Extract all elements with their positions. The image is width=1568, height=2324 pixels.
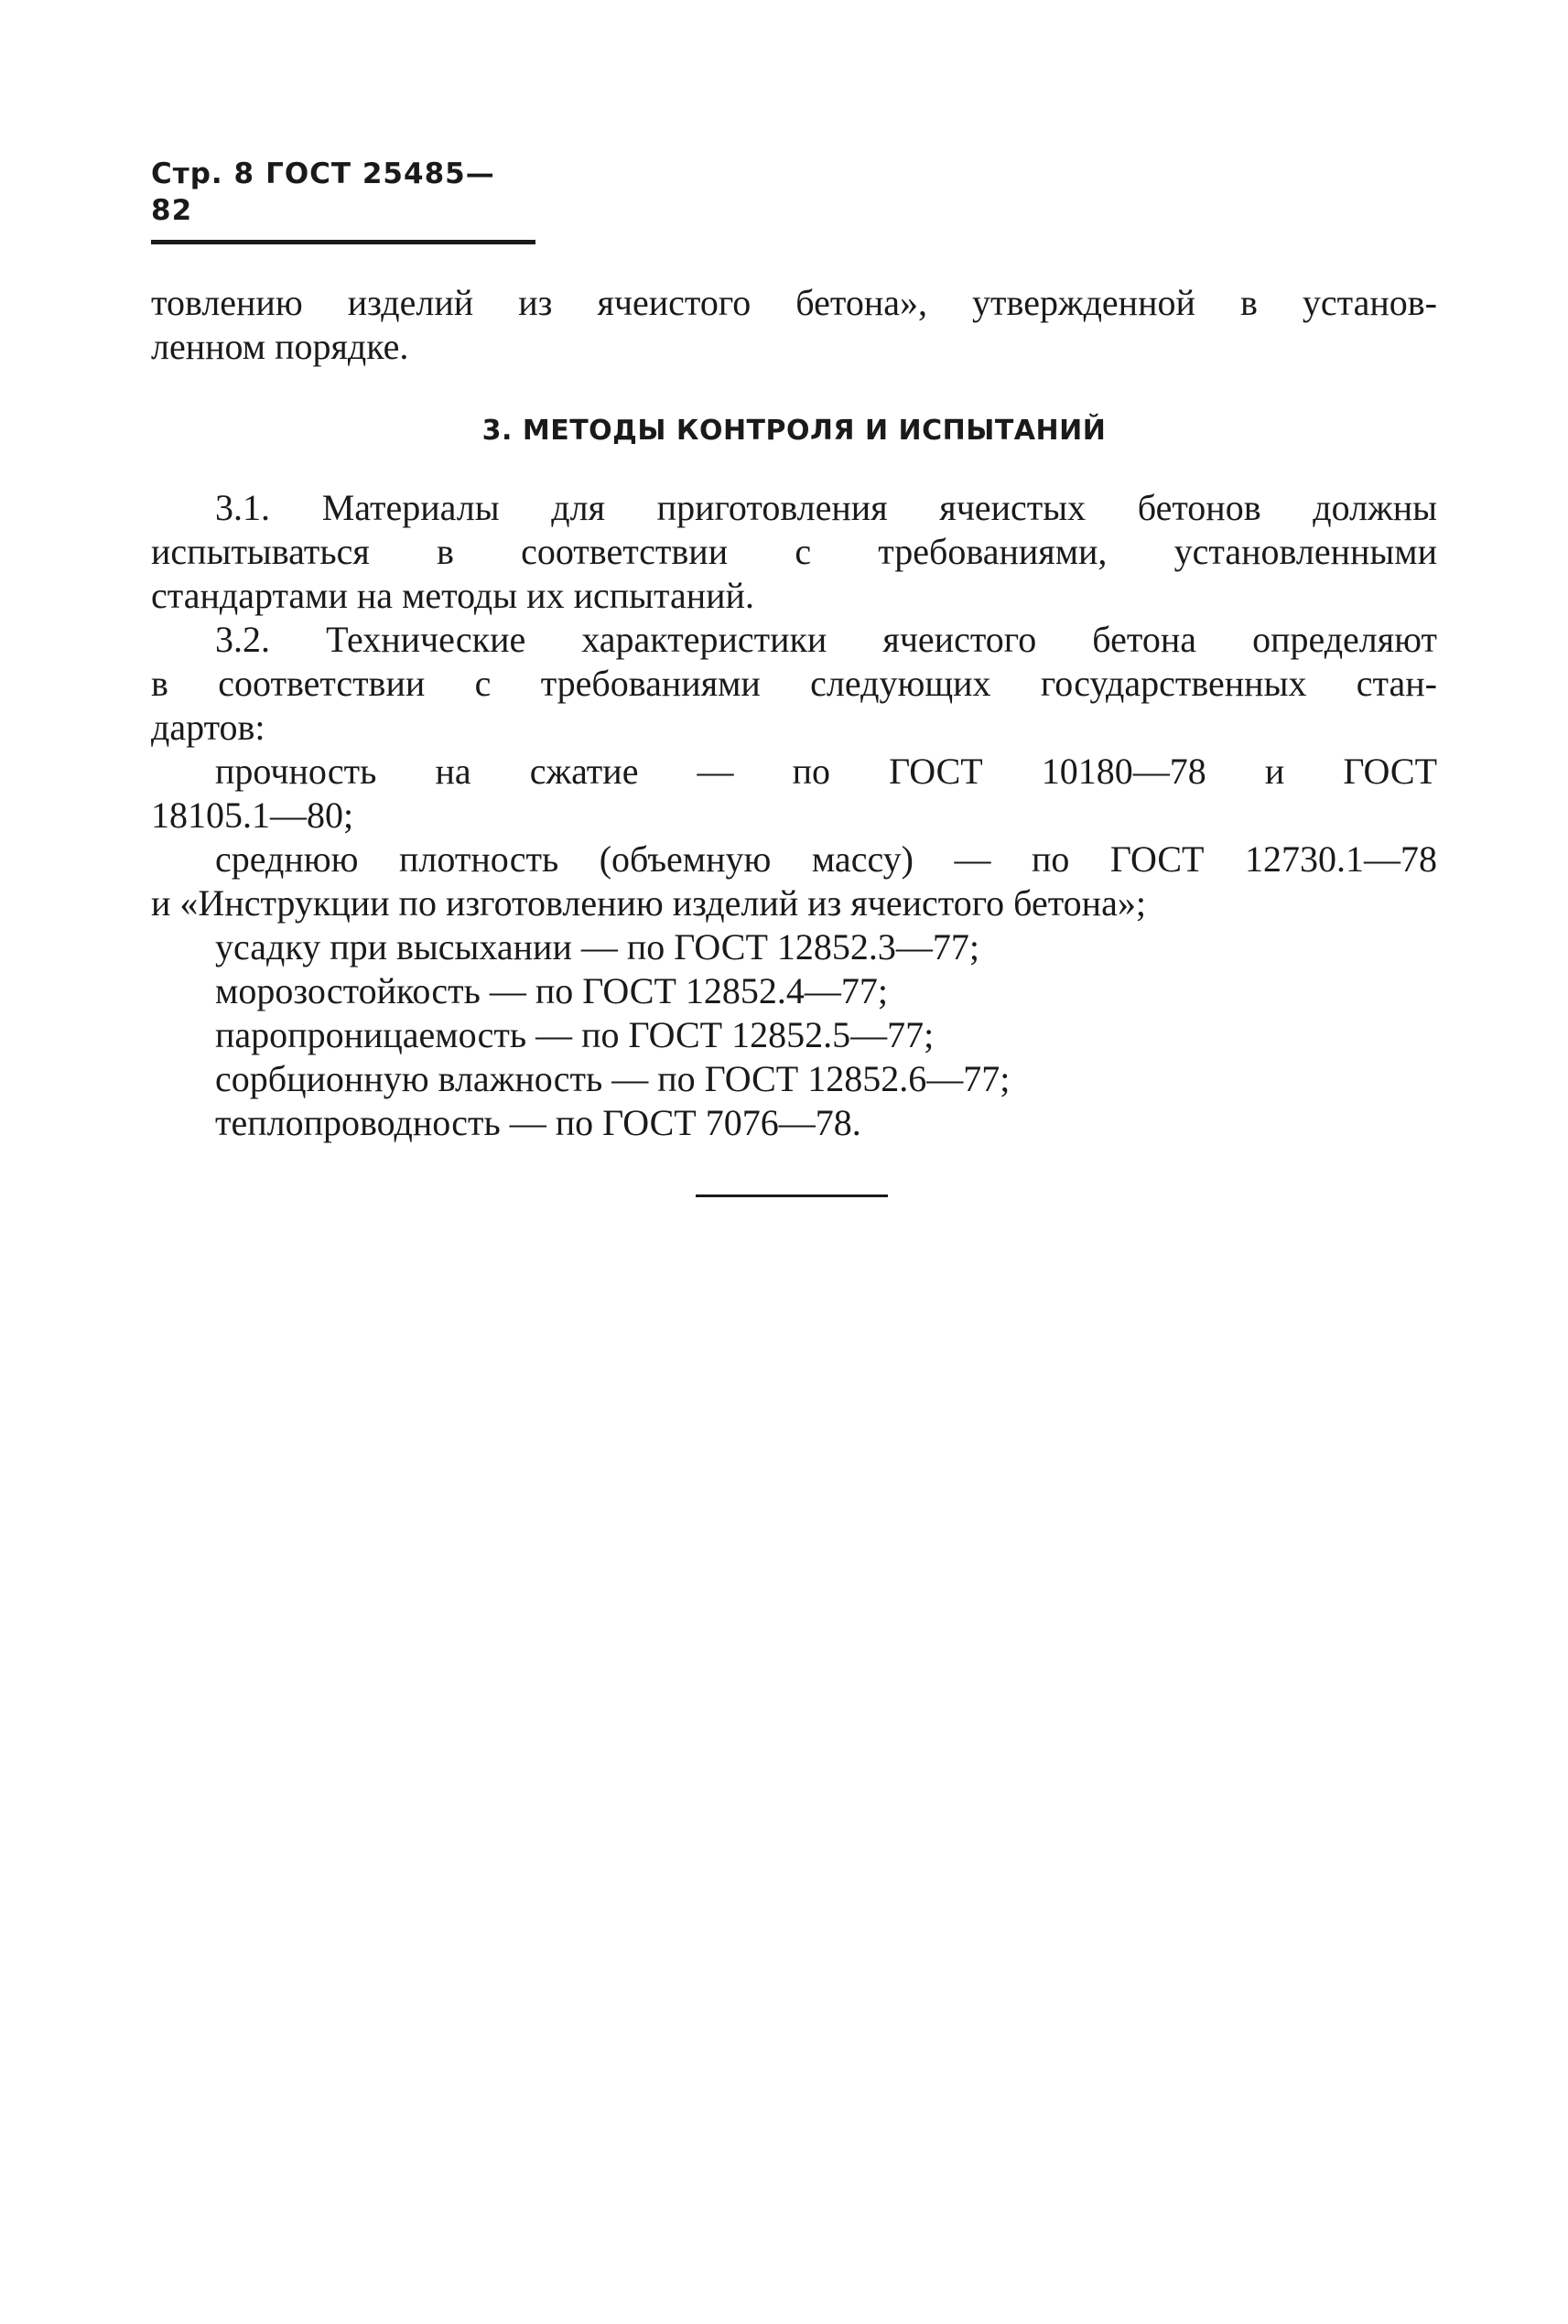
paragraph-3-2 xyxy=(151,618,1437,750)
list-item-density-cont: и «Инструкции по изготовлению изделий из ячеистого бетона»; xyxy=(151,882,1146,924)
paragraph-line: стандартами на методы их испытаний. xyxy=(151,575,754,616)
page-number: 8 xyxy=(233,157,255,190)
intro-line: товлению изделий из ячеистого бетона», утвержденной в установ- xyxy=(151,282,1437,323)
list-item-thermal: теплопроводность — по ГОСТ 7076—78. xyxy=(215,1102,861,1143)
page-header xyxy=(151,156,535,244)
list-item-vapor: паропроницаемость — по ГОСТ 12852.5—77; xyxy=(215,1014,935,1055)
standard-number: ГОСТ 25485—82 xyxy=(151,157,495,227)
section-title: 3. МЕТОДЫ КОНТРОЛЯ И ИСПЫТАНИЙ xyxy=(481,415,1107,447)
page-label: Стр. xyxy=(151,157,223,190)
intro-line: ленном порядке. xyxy=(151,326,409,367)
list-item-frost: морозостойкость — по ГОСТ 12852.4—77; xyxy=(215,970,888,1011)
methods-list xyxy=(151,750,1437,1145)
end-rule xyxy=(696,1194,888,1197)
paragraph-line: 3.1. Материалы для приготовления ячеистых бетонов должны xyxy=(215,487,1437,528)
document-page xyxy=(151,156,1437,1145)
paragraph-3-1 xyxy=(151,486,1437,618)
paragraph-line: в соответствии с требованиями следующих государственных стан- xyxy=(151,663,1437,704)
list-item-density: среднюю плотность (объемную массу) — по ГОСТ 12730.1—78 xyxy=(215,838,1437,880)
list-item-shrinkage: усадку при высыхании — по ГОСТ 12852.3—77; xyxy=(215,926,979,967)
list-item-strength: прочность на сжатие — по ГОСТ 10180—78 и ГОСТ xyxy=(215,751,1437,792)
intro-paragraph xyxy=(151,281,1437,369)
list-item-strength-cont: 18105.1—80; xyxy=(151,794,354,836)
paragraph-line: испытываться в соответствии с требованиями, установленными xyxy=(151,531,1437,572)
paragraph-line: 3.2. Технические характеристики ячеистого бетона определяют xyxy=(215,619,1437,660)
list-item-sorption: сорбционную влажность — по ГОСТ 12852.6—77; xyxy=(215,1058,1011,1099)
paragraph-line: дартов: xyxy=(151,707,265,748)
